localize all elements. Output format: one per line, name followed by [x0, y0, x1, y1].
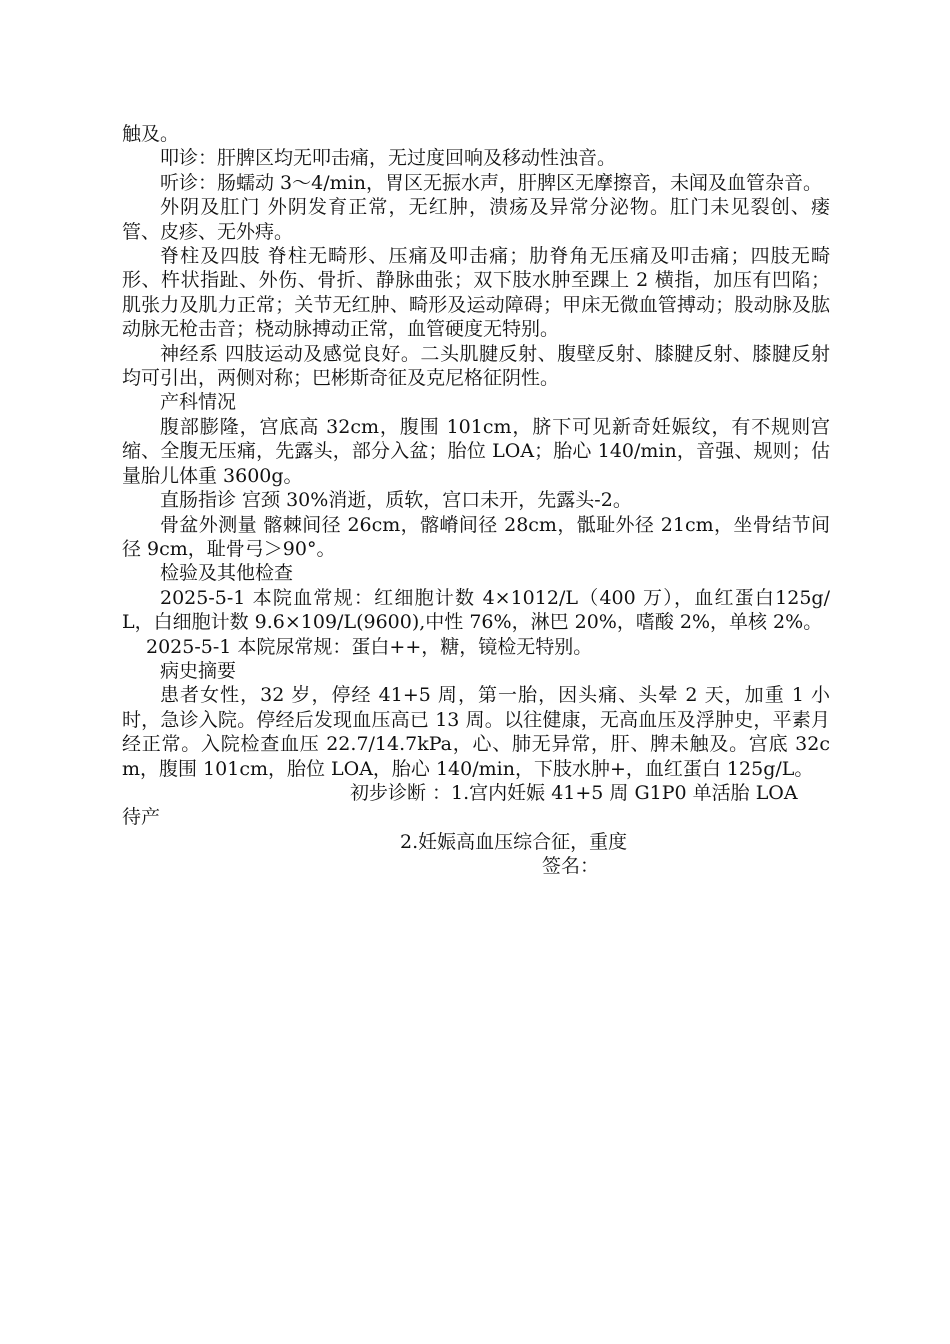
- medical-record-text: [122, 122, 830, 879]
- diagnosis-line-1: 初步诊断 ：1.宫内妊娠 41+5 周 G1P0 单活胎 LOA: [350, 781, 798, 804]
- section-heading-lab: 检验及其他检查: [160, 562, 294, 585]
- diagnosis-block: [122, 781, 830, 879]
- diagnosis-line-2: 待产: [122, 806, 161, 829]
- paragraph-history-summary: 患者女性，32 岁，停经 41+5 周，第一胎，因头痛、头晕 2 天，加重 1 小时，急诊入院。停经后发现血压高已 13 周。以往健康，无高血压及浮肿史，平素月经正常。入院检查血压 22.7/14.7kPa，心、肺无异常，肝、脾未触及。宫底 32cm，腹围 101cm，胎位 LOA，胎心 140/min，下肢水肿+，血红蛋白 125g/L。: [122, 684, 830, 780]
- paragraph-auscultation: 听诊：肠蠕动 3～4/min，胃区无振水声，肝脾区无摩擦音，未闻及血管杂音。: [160, 171, 822, 194]
- paragraph-blood-routine: 2025-5-1 本院血常规：红细胞计数 4×1012/L（400 万），血红蛋白125g/L，白细胞计数 9.6×109/L(9600),中性 76%，淋巴 20%，嗜酸 2%，单核 2%。: [122, 586, 830, 634]
- paragraph-pelvic-measure: 骨盆外测量 髂棘间径 26cm，髂嵴间径 28cm，骶耻外径 21cm，坐骨结节间径 9cm，耻骨弓＞90°。: [122, 513, 830, 560]
- paragraph-nervous-system: 神经系 四肢运动及感觉良好。二头肌腱反射、腹壁反射、膝腱反射、膝腱反射均可引出，两侧对称；巴彬斯奇征及克尼格征阴性。: [122, 342, 830, 390]
- paragraph-urine-routine: 2025-5-1 本院尿常规：蛋白++，糖，镜检无特别。: [146, 635, 593, 658]
- paragraph-spine-limbs: 脊柱及四肢 脊柱无畸形、压痛及叩击痛；肋脊角无压痛及叩击痛；四肢无畸形、杵状指趾、外伤、骨折、静脉曲张；双下肢水肿至踝上 2 横指，加压有凹陷；肌张力及肌力正常；关节无红肿、畸形及运动障碍；甲床无微血管搏动；股动脉及肱动脉无枪击音；桡动脉搏动正常，血管硬度无特别。: [122, 245, 830, 341]
- signature-label: 签名：: [542, 855, 600, 878]
- paragraph-continuation: 触及。: [122, 123, 180, 145]
- section-heading-summary: 病史摘要: [160, 659, 237, 682]
- section-heading-obstetric: 产科情况: [160, 391, 237, 414]
- paragraph-percussion: 叩诊：肝脾区均无叩击痛，无过度回响及移动性浊音。: [160, 147, 617, 170]
- paragraph-genitalia-anus: 外阴及肛门 外阴发育正常，无红肿，溃疡及异常分泌物。肛门未见裂创、瘘管、皮疹、无外痔。: [122, 196, 830, 243]
- diagnosis-line-3: 2.妊娠高血压综合征，重度: [400, 830, 628, 853]
- paragraph-rectal-exam: 直肠指诊 宫颈 30%消逝，质软，宫口未开，先露头-2。: [160, 489, 632, 512]
- paragraph-obstetric: 腹部膨隆，宫底高 32cm，腹围 101cm，脐下可见新奇妊娠纹，有不规则宫缩、全腹无压痛，先露头，部分入盆；胎位 LOA；胎心 140/min，音强、规则；估量胎儿体重 3600g。: [122, 415, 830, 487]
